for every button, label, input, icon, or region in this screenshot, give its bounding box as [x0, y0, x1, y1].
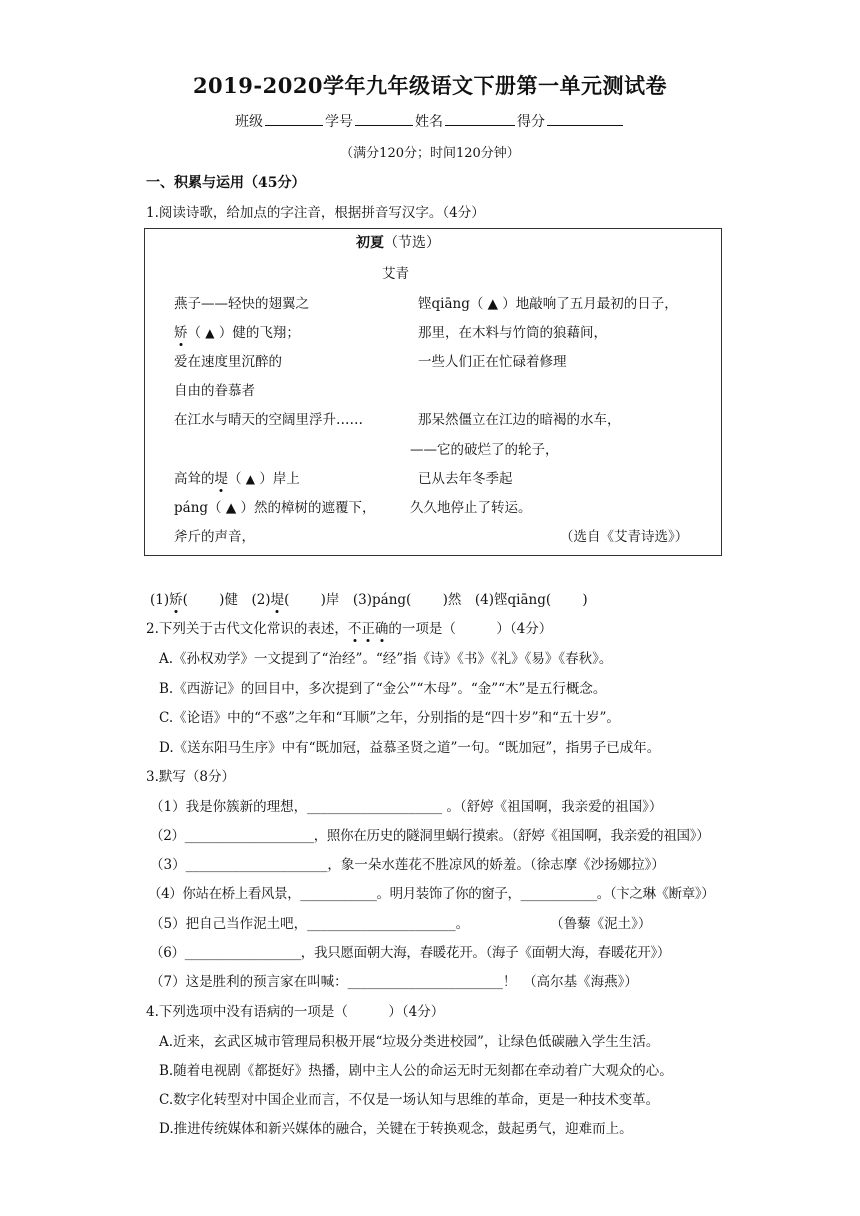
poem-source: （选自《艾青诗选》） [560, 529, 689, 545]
dictation-line[interactable]: （2）____________________，照你在历史的隧洞里蜗行摸索。（舒婷《祖国啊，我亲爱的祖国》） [150, 828, 710, 844]
poem-left-line: 自由的眷慕者 [174, 383, 255, 399]
question-2-option[interactable]: C.《论语》中的“不惑”之年和“耳顺”之年，分别指的是“四十岁”和“五十岁”。 [159, 710, 620, 726]
poem-right-line: 那里，在木料与竹筒的狼藉间， [418, 325, 607, 341]
poem-author: 艾青 [382, 266, 409, 282]
question-2-prompt: 2.下列关于古代文化常识的表述，不正确的一项是（ ）（4分） [146, 621, 553, 637]
exam-meta: （满分120分；时间120分钟） [340, 146, 520, 161]
score-blank[interactable] [547, 111, 623, 126]
page-title: 2019-2020学年九年级语文下册第一单元测试卷 [192, 73, 668, 98]
poem-left-line: 矫（ ▲ ）健的飞翔； [174, 325, 300, 341]
student-no-label: 学号 [325, 114, 353, 130]
poem-right-line: 铿qiāng（ ▲ ）地敲响了五月最初的日子， [418, 296, 678, 312]
dictation-line[interactable]: （3）_____________________，象一朵水莲花不胜凉风的娇羞。（徐志摩《沙扬娜拉》） [150, 857, 665, 873]
poem-right-line: 一些人们正在忙碌着修理 [418, 354, 567, 370]
poem-right-line: ——它的破烂了的轮子， [410, 442, 559, 458]
poem-left-line: 爱在速度里沉醉的 [174, 354, 282, 370]
question-4-option[interactable]: B.随着电视剧《都挺好》热播，剧中主人公的命运无时无刻都在牵动着广大观众的心。 [159, 1063, 673, 1079]
question-4-prompt: 4.下列选项中没有语病的一项是（ ）（4分） [146, 1004, 445, 1020]
student-info-line [0, 111, 860, 131]
dictation-line[interactable]: （7）这是胜利的预言家在叫喊：_______________________！ （高尔基《海燕》） [150, 974, 638, 990]
question-2-option[interactable]: A.《孙权劝学》一文提到了“治经”。“经”指《诗》《书》《礼》《易》《春秋》。 [159, 651, 613, 667]
question-4-option[interactable]: D.推进传统媒体和新兴媒体的融合，关键在于转换观念，鼓起勇气，迎难而上。 [159, 1121, 633, 1137]
poem-title: 初夏 [356, 235, 384, 251]
question-2-option[interactable]: B.《西游记》的回目中，多次提到了“金公”“木母”。“金”“木”是五行概念。 [159, 681, 607, 697]
poem-title-line [356, 232, 440, 252]
dictation-line[interactable]: （1）我是你簇新的理想，____________________ 。（舒婷《祖国啊，我亲爱的祖国》） [150, 799, 663, 815]
question-3-prompt: 3.默写（8分） [146, 769, 235, 785]
question-4-option[interactable]: C.数字化转型对中国企业而言，不仅是一场认知与思维的革命，更是一种技术变革。 [159, 1092, 660, 1108]
poem-left-line: 斧斤的声音， [174, 529, 255, 545]
question-1-answers: (1)矫( )健 (2)堤( )岸 (3)páng( )然 (4)铿qiāng( ) [150, 592, 588, 608]
poem-left-line: páng（ ▲ ）然的樟树的遮覆下， [174, 500, 376, 516]
question-2-option[interactable]: D.《送东阳马生序》中有“既加冠，益慕圣贤之道”一句。“既加冠”，指男子已成年。 [159, 740, 661, 756]
poem-right-line: 那呆然僵立在江边的暗褐的水车， [418, 412, 621, 428]
poem-left-line: 高耸的堤（ ▲ ）岸上 [174, 471, 300, 487]
class-blank[interactable] [265, 111, 323, 126]
class-label: 班级 [235, 114, 263, 130]
poem-left-line: 燕子——轻快的翅翼之 [174, 296, 309, 312]
dictation-line[interactable]: （6）__________________，我只愿面朝大海，春暖花开。（海子《面朝大海，春暖花开》） [150, 945, 671, 961]
question-4-option[interactable]: A.近来，玄武区城市管理局积极开展“垃圾分类进校园”，让绿色低碳融入学生生活。 [159, 1034, 660, 1050]
name-blank[interactable] [445, 111, 515, 126]
score-label: 得分 [517, 114, 545, 130]
poem-left-line: 在江水与晴天的空阔里浮升…… [174, 412, 363, 428]
dictation-line[interactable]: （5）把自己当作泥土吧，______________________。 （鲁藜《泥土》） [150, 916, 652, 932]
poem-right-line: 久久地停止了转运。 [410, 500, 532, 516]
name-label: 姓名 [415, 114, 443, 130]
poem-right-line: 已从去年冬季起 [418, 471, 513, 487]
section-heading: 一、积累与运用（45分） [146, 175, 306, 191]
student-no-blank[interactable] [355, 111, 413, 126]
dictation-line[interactable]: （4）你站在桥上看风景，____________。明月装饰了你的窗子，____________。（卞之琳《断章》） [148, 886, 715, 902]
question-1-prompt: 1.阅读诗歌，给加点的字注音，根据拼音写汉字。（4分） [146, 205, 485, 221]
poem-title-note: （节选） [384, 235, 440, 251]
